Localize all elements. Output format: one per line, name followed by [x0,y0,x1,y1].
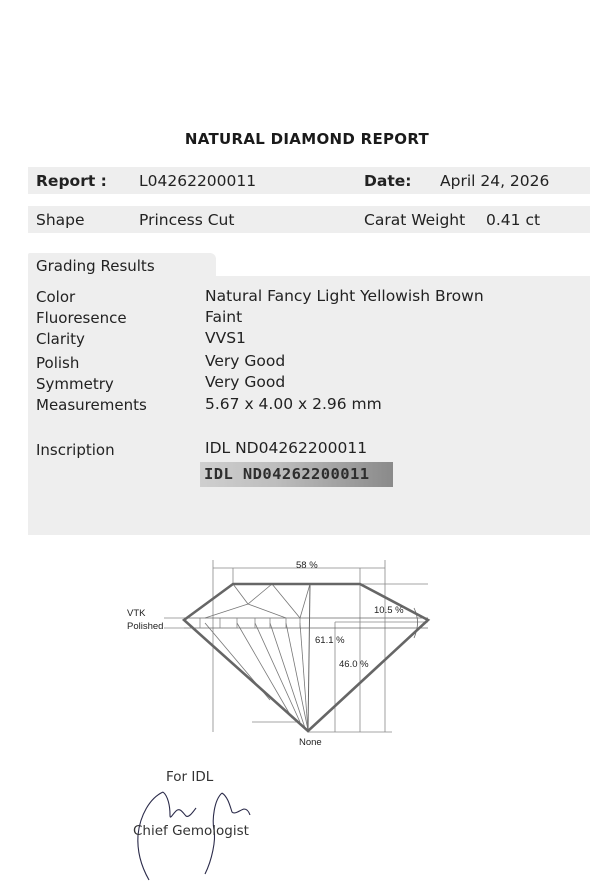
measurements-label: Measurements [36,396,147,414]
inscription-label: Inscription [36,441,115,459]
clarity-value: VVS1 [205,329,246,347]
shape-value: Princess Cut [139,211,235,229]
table-percent-label: 58 % [296,560,318,571]
girdle-thickness-label: VTK [127,608,146,619]
crown-angle-label: 10.5 % [374,605,404,616]
fluorescence-label: Fluoresence [36,309,127,327]
fluorescence-value: Faint [205,308,243,326]
polish-value: Very Good [205,352,286,370]
report-title: NATURAL DIAMOND REPORT [184,130,430,148]
shape-label: Shape [36,211,85,229]
measurements-value: 5.67 x 4.00 x 2.96 mm [205,395,382,413]
clarity-label: Clarity [36,330,85,348]
carat-label: Carat Weight [364,211,466,229]
color-value: Natural Fancy Light Yellowish Brown [205,287,484,305]
girdle-finish-label: Polished [127,621,164,632]
carat-value: 0.41 ct [486,211,541,229]
date-label: Date: [364,172,412,190]
for-idl-label: For IDL [166,769,214,785]
total-depth-label: 61.1 % [315,635,345,646]
report-number: L04262200011 [139,172,257,190]
inscription-photo-text: IDL ND04262200011 [204,465,370,483]
culet-label: None [299,737,322,748]
report-label: Report : [36,172,107,190]
polish-label: Polish [36,354,80,372]
symmetry-value: Very Good [205,373,286,391]
report-date: April 24, 2026 [440,172,550,190]
symmetry-label: Symmetry [36,375,114,393]
color-label: Color [36,288,76,306]
grading-heading: Grading Results [36,257,155,275]
chief-gemologist-label: Chief Gemologist [133,823,249,839]
pavilion-depth-label: 46.0 % [339,659,369,670]
inscription-value: IDL ND04262200011 [205,439,368,457]
